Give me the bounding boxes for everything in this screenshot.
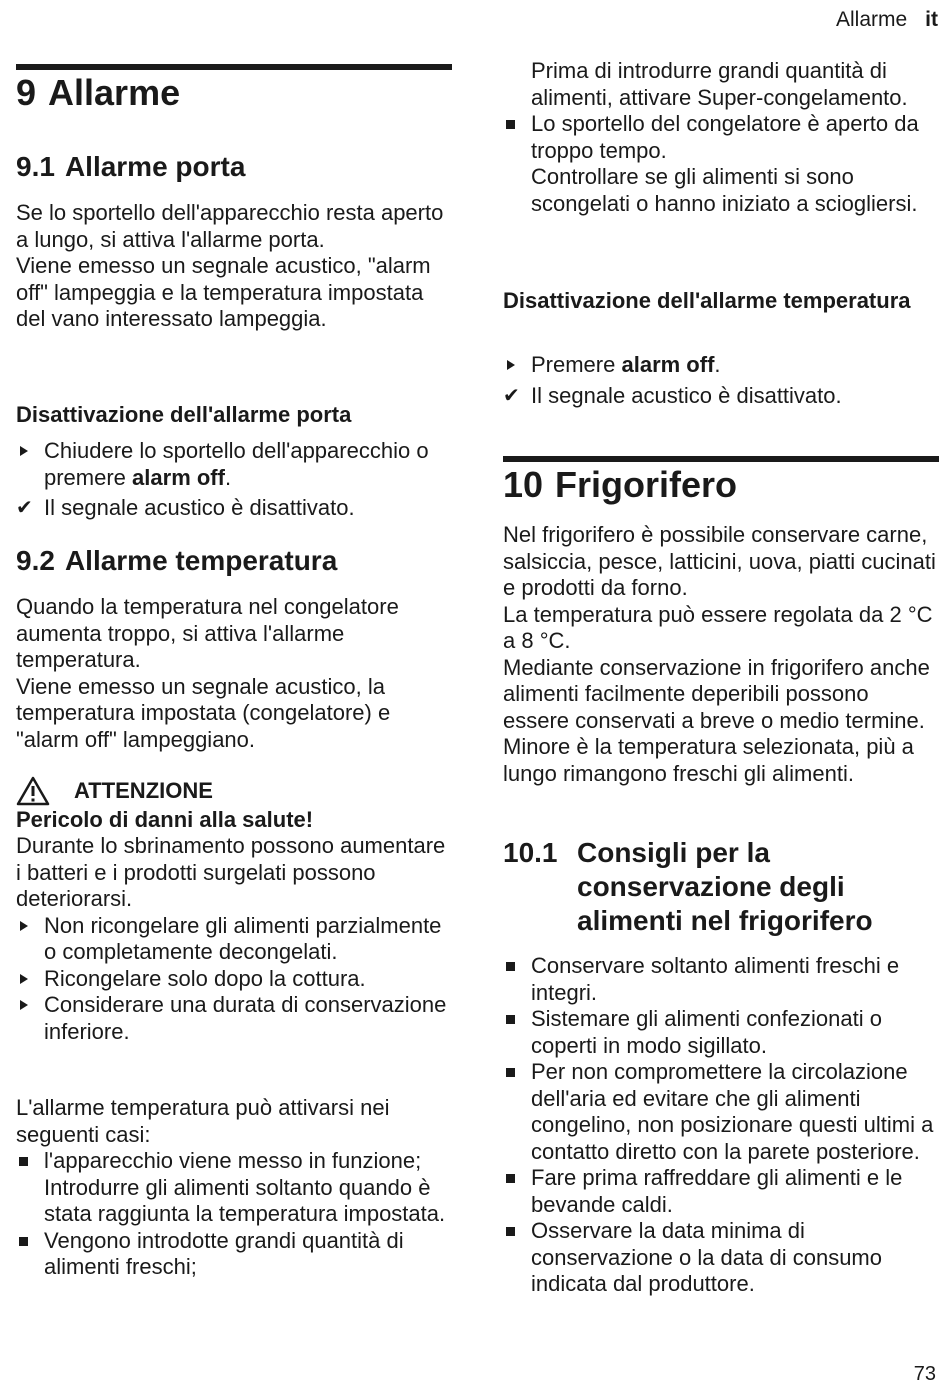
warning-item: Considerare una durata di conservazione inferiore. <box>16 992 452 1045</box>
page-number: 73 <box>913 1363 936 1385</box>
temperature-alarm-off-subheading: Disattivazione dell'allarme temperatura <box>503 288 911 313</box>
step-item: Premere alarm off. <box>503 352 939 379</box>
section-number: 9.1 <box>16 151 55 182</box>
paragraph: Quando la temperatura nel congelatore aumenta troppo, si attiva l'allarme temperatura. <box>16 594 399 672</box>
section-title: Allarme temperatura <box>64 545 338 576</box>
section-number: 9.2 <box>16 545 55 576</box>
temperature-alarm-cases-continued <box>503 58 939 217</box>
tip-item: Conservare soltanto alimenti freschi e integri. <box>503 953 939 1006</box>
chapter-10-heading <box>503 464 939 506</box>
case-item: Vengono introdotte grandi quantità di alimenti freschi; <box>16 1228 452 1281</box>
paragraph: Viene emesso un segnale acustico, "alarm off" lampeggia e la temperatura impostata del vano interessato lampeggia. <box>16 253 431 331</box>
header-section: Allarme <box>835 8 908 31</box>
warning-item: Ricongelare solo dopo la cottura. <box>16 966 452 993</box>
result-item: ✔ Il segnale acustico è disattivato. <box>503 382 842 408</box>
cases-intro: L'allarme temperatura può attivarsi nei seguenti casi: <box>16 1095 390 1147</box>
section-10-1-heading <box>503 836 939 938</box>
running-header <box>836 8 938 32</box>
section-number: 10.1 <box>503 837 558 868</box>
chapter-9-rule <box>16 64 452 70</box>
warning-text: Durante lo sbrinamento possono aumentare i batteri e i prodotti surgelati possono deteriorarsi. <box>16 833 446 911</box>
tip-item: Osservare la data minima di conservazione o la data di consumo indicata dal produttore. <box>503 1218 939 1298</box>
temperature-alarm-steps <box>503 352 939 409</box>
paragraph: Viene emesso un segnale acustico, la temperatura impostata (congelatore) e "alarm off" lampeggiano. <box>16 673 391 752</box>
section-title: Consigli per la conservazione degli alimenti nel frigorifero <box>577 837 873 936</box>
tip-item: Sistemare gli alimenti confezionati o coperti in modo sigillato. <box>503 1006 939 1059</box>
paragraph: Nel frigorifero è possibile conservare carne, salsiccia, pesce, latticini, uova, piatti cucinati e prodotti da forno. <box>503 522 936 600</box>
tip-item: Fare prima raffreddare gli alimenti e le bevande caldi. <box>503 1165 939 1218</box>
paragraph: Se lo sportello dell'apparecchio resta aperto a lungo, si attiva l'allarme porta. <box>16 200 444 252</box>
warning-item: Non ricongelare gli alimenti parzialmente o completamente decongelati. <box>16 913 452 966</box>
alarm-off-label: alarm off <box>132 464 225 490</box>
check-icon: ✔ <box>16 497 33 519</box>
tip-item: Per non compromettere la circolazione dell'aria ed evitare che gli alimenti congelino, non posizionare questi ultimi a contatto diretto con la parete posteriore. <box>503 1059 939 1165</box>
case-item: Lo sportello del congelatore è aperto da troppo tempo. Controllare se gli alimenti si sono scongelati o hanno iniziato a sciogliersi. <box>503 111 939 217</box>
paragraph: Mediante conservazione in frigorifero anche alimenti facilmente deperibili possono essere conservati a breve o medio termine. Minore è la temperatura selezionata, più a lungo rimangono freschi gli alimenti. <box>503 654 930 786</box>
chapter-9-heading <box>16 72 452 114</box>
warning-icon <box>16 776 50 806</box>
case-note: Controllare se gli alimenti si sono scongelati o hanno iniziato a sciogliersi. <box>531 164 918 216</box>
result-item: ✔ Il segnale acustico è disattivato. <box>16 495 355 520</box>
section-9-2-heading <box>16 544 452 578</box>
alarm-off-label: alarm off <box>621 352 715 377</box>
chapter-title: Frigorifero <box>555 464 738 505</box>
section-9-2-body <box>16 594 452 753</box>
door-alarm-off-subheading: Disattivazione dell'allarme porta <box>16 402 352 427</box>
chapter-number: 10 <box>503 464 544 505</box>
chapter-10-body <box>503 522 939 787</box>
check-icon: ✔ <box>503 384 520 407</box>
chapter-10-rule <box>503 456 939 462</box>
storage-tips-list <box>503 953 939 1298</box>
warning-box <box>16 776 452 1045</box>
chapter-number: 9 <box>16 72 37 113</box>
section-9-1-body <box>16 200 452 333</box>
case-note: Introdurre gli alimenti soltanto quando è stata raggiunta la temperatura impostata. <box>44 1174 446 1226</box>
section-title: Allarme porta <box>64 151 246 182</box>
warning-subtitle: Pericolo di danni alla salute! <box>16 807 314 832</box>
section-9-1-heading <box>16 150 452 184</box>
warning-label: ATTENZIONE <box>74 778 213 803</box>
temperature-alarm-cases <box>16 1095 452 1281</box>
case-item: l'apparecchio viene messo in funzione; Introdurre gli alimenti soltanto quando è stata raggiunta la temperatura impostata. <box>16 1148 452 1228</box>
step-item: Chiudere lo sportello dell'apparecchio o premere alarm off. <box>16 438 452 491</box>
chapter-title: Allarme <box>48 72 181 113</box>
door-alarm-steps <box>16 438 452 522</box>
case-note: Prima di introdurre grandi quantità di alimenti, attivare Super-congelamento. <box>531 58 908 110</box>
header-language: it <box>925 8 938 31</box>
paragraph: La temperatura può essere regolata da 2 °C a 8 °C. <box>503 601 933 653</box>
